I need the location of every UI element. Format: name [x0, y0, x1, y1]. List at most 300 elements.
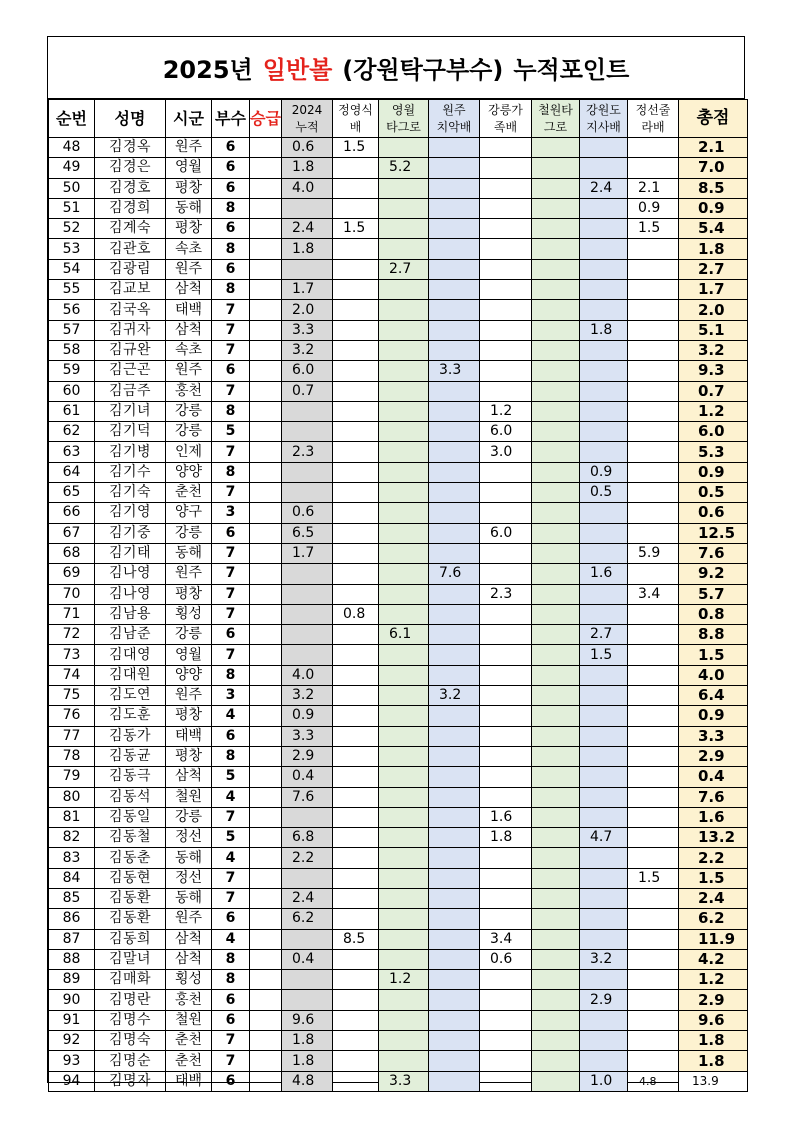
cell-name: 김명숙: [95, 1031, 166, 1051]
cell-cw: [532, 1010, 580, 1030]
cell-cw: [532, 746, 580, 766]
cell-promo: [250, 909, 282, 929]
cell-yw: [379, 929, 429, 949]
cell-js: [628, 340, 679, 360]
cell-total: 4.0: [679, 665, 748, 685]
cell-city: 양양: [166, 665, 212, 685]
cell-gn: 0.6: [480, 949, 532, 969]
cell-div: 6: [212, 158, 250, 178]
cell-cw: [532, 990, 580, 1010]
cell-wj: [429, 828, 480, 848]
cell-promo: [250, 543, 282, 563]
cell-js: [628, 848, 679, 868]
cell-js: [628, 422, 679, 442]
cell-city: 춘천: [166, 1051, 212, 1071]
cell-city: 삼척: [166, 320, 212, 340]
cell-num: 86: [49, 909, 95, 929]
cell-gn: [480, 726, 532, 746]
table-row: [49, 300, 748, 320]
table-row: [49, 746, 748, 766]
cell-jy: [333, 868, 379, 888]
cell-yw: [379, 990, 429, 1010]
cell-js: [628, 483, 679, 503]
cell-wj: [429, 584, 480, 604]
cell-name: 김말녀: [95, 949, 166, 969]
cell-promo: [250, 949, 282, 969]
cell-name: 김경은: [95, 158, 166, 178]
cell-gd: [580, 280, 628, 300]
cell-gd: [580, 726, 628, 746]
cell-wj: [429, 422, 480, 442]
cell-city: 정선: [166, 868, 212, 888]
table-row: [49, 442, 748, 462]
header-total: 총점: [679, 100, 748, 138]
cell-num: 83: [49, 848, 95, 868]
cell-name: 김매화: [95, 970, 166, 990]
cell-jy: [333, 280, 379, 300]
table-row: [49, 523, 748, 543]
cell-wj: [429, 767, 480, 787]
cell-div: 7: [212, 1051, 250, 1071]
table-row: [49, 970, 748, 990]
cell-jy: [333, 807, 379, 827]
cell-gd: [580, 138, 628, 158]
cell-yw: [379, 442, 429, 462]
cell-yw: [379, 422, 429, 442]
cell-c2024: [282, 198, 333, 218]
cell-yw: [379, 320, 429, 340]
cell-gd: 1.0: [580, 1071, 628, 1091]
cell-yw: [379, 523, 429, 543]
cell-gd: [580, 706, 628, 726]
cell-name: 김동환: [95, 888, 166, 908]
cell-yw: 1.2: [379, 970, 429, 990]
cell-total: 0.9: [679, 462, 748, 482]
cell-yw: [379, 198, 429, 218]
cell-js: [628, 280, 679, 300]
cell-gn: [480, 158, 532, 178]
cell-cw: [532, 280, 580, 300]
cell-jy: [333, 320, 379, 340]
cell-promo: [250, 219, 282, 239]
cell-gd: [580, 239, 628, 259]
cell-js: 5.9: [628, 543, 679, 563]
cell-num: 48: [49, 138, 95, 158]
cell-wj: [429, 645, 480, 665]
cell-total: 0.4: [679, 767, 748, 787]
cell-div: 8: [212, 239, 250, 259]
cell-city: 동해: [166, 543, 212, 563]
cell-gd: [580, 848, 628, 868]
cell-num: 69: [49, 564, 95, 584]
table-row: [49, 503, 748, 523]
cell-gn: [480, 1051, 532, 1071]
cell-promo: [250, 422, 282, 442]
cell-cw: [532, 625, 580, 645]
cell-gn: [480, 239, 532, 259]
cell-gd: [580, 543, 628, 563]
cell-div: 6: [212, 178, 250, 198]
cell-wj: [429, 198, 480, 218]
cell-gd: [580, 219, 628, 239]
cell-name: 김교보: [95, 280, 166, 300]
cell-yw: [379, 645, 429, 665]
cell-c2024: [282, 483, 333, 503]
cell-js: [628, 665, 679, 685]
cell-num: 80: [49, 787, 95, 807]
header-jy-cup: [333, 100, 379, 138]
cell-c2024: 0.7: [282, 381, 333, 401]
cell-gn: [480, 462, 532, 482]
cell-jy: [333, 1010, 379, 1030]
cell-jy: [333, 787, 379, 807]
cell-num: 58: [49, 340, 95, 360]
header-2024-l1: 2024: [291, 102, 323, 117]
cell-name: 김기중: [95, 523, 166, 543]
cell-promo: [250, 401, 282, 421]
cell-promo: [250, 320, 282, 340]
cell-city: 강릉: [166, 422, 212, 442]
cell-num: 81: [49, 807, 95, 827]
cell-jy: [333, 767, 379, 787]
cell-num: 57: [49, 320, 95, 340]
cell-cw: [532, 361, 580, 381]
cell-city: 횡성: [166, 604, 212, 624]
table-row: [49, 706, 748, 726]
cell-name: 김남준: [95, 625, 166, 645]
cell-city: 홍천: [166, 990, 212, 1010]
cell-promo: [250, 604, 282, 624]
cell-gn: [480, 138, 532, 158]
cell-yw: [379, 584, 429, 604]
header-cw-l1: 철원타: [538, 102, 573, 117]
cell-c2024: 1.8: [282, 239, 333, 259]
cell-gd: 0.5: [580, 483, 628, 503]
cell-cw: [532, 909, 580, 929]
cell-js: [628, 990, 679, 1010]
cell-c2024: [282, 625, 333, 645]
cell-gn: [480, 381, 532, 401]
cell-cw: [532, 949, 580, 969]
cell-total: 5.4: [679, 219, 748, 239]
cell-c2024: 1.8: [282, 1031, 333, 1051]
cell-c2024: 2.9: [282, 746, 333, 766]
cell-gn: [480, 645, 532, 665]
cell-gd: [580, 888, 628, 908]
cell-yw: [379, 787, 429, 807]
cell-gd: [580, 970, 628, 990]
cell-promo: [250, 462, 282, 482]
cell-num: 50: [49, 178, 95, 198]
cell-js: [628, 746, 679, 766]
cell-total: 1.7: [679, 280, 748, 300]
cell-jy: [333, 198, 379, 218]
cell-js: [628, 1010, 679, 1030]
cell-js: [628, 604, 679, 624]
cell-promo: [250, 340, 282, 360]
cell-city: 평창: [166, 706, 212, 726]
cell-wj: [429, 280, 480, 300]
cell-div: 6: [212, 361, 250, 381]
cell-jy: [333, 726, 379, 746]
table-row: [49, 929, 748, 949]
cell-div: 8: [212, 746, 250, 766]
cell-gn: [480, 320, 532, 340]
table-row: [49, 422, 748, 442]
cell-wj: [429, 929, 480, 949]
cell-gd: 4.7: [580, 828, 628, 848]
cell-promo: [250, 361, 282, 381]
cell-city: 속초: [166, 239, 212, 259]
cell-cw: [532, 686, 580, 706]
cell-total: 9.2: [679, 564, 748, 584]
cell-total: 9.3: [679, 361, 748, 381]
header-yw-cup: [379, 100, 429, 138]
cell-num: 76: [49, 706, 95, 726]
cell-cw: [532, 381, 580, 401]
cell-js: [628, 949, 679, 969]
cell-js: [628, 361, 679, 381]
cell-num: 70: [49, 584, 95, 604]
table-row: [49, 462, 748, 482]
cell-total: 0.7: [679, 381, 748, 401]
cell-div: 6: [212, 219, 250, 239]
cell-wj: [429, 888, 480, 908]
cell-c2024: 9.6: [282, 1010, 333, 1030]
cell-yw: [379, 1010, 429, 1030]
cell-yw: 5.2: [379, 158, 429, 178]
cell-c2024: [282, 868, 333, 888]
cell-promo: [250, 787, 282, 807]
cell-num: 75: [49, 686, 95, 706]
cell-city: 원주: [166, 564, 212, 584]
cell-gn: [480, 990, 532, 1010]
cell-gn: [480, 503, 532, 523]
cell-total: 13.9: [679, 1071, 748, 1091]
cell-jy: [333, 625, 379, 645]
table-row: [49, 625, 748, 645]
cell-div: 8: [212, 280, 250, 300]
cell-promo: [250, 990, 282, 1010]
cell-c2024: 2.0: [282, 300, 333, 320]
cell-yw: 3.3: [379, 1071, 429, 1091]
cell-city: 태백: [166, 300, 212, 320]
cell-city: 양구: [166, 503, 212, 523]
cell-js: [628, 158, 679, 178]
cell-yw: [379, 767, 429, 787]
cell-cw: [532, 320, 580, 340]
cell-c2024: [282, 645, 333, 665]
table-row: [49, 401, 748, 421]
cell-yw: [379, 219, 429, 239]
cell-wj: [429, 158, 480, 178]
cell-div: 7: [212, 604, 250, 624]
cell-total: 5.3: [679, 442, 748, 462]
cell-city: 평창: [166, 746, 212, 766]
cell-gd: 0.9: [580, 462, 628, 482]
cell-city: 강릉: [166, 807, 212, 827]
cell-cw: [532, 1071, 580, 1091]
cell-city: 춘천: [166, 483, 212, 503]
cell-gd: [580, 868, 628, 888]
cell-cw: [532, 888, 580, 908]
cell-jy: [333, 746, 379, 766]
cell-total: 2.4: [679, 888, 748, 908]
header-js-cup: [628, 100, 679, 138]
cell-gd: 1.5: [580, 645, 628, 665]
header-cw-cup: [532, 100, 580, 138]
cell-js: 1.5: [628, 868, 679, 888]
table-row: [49, 158, 748, 178]
cell-num: 90: [49, 990, 95, 1010]
cell-c2024: 6.5: [282, 523, 333, 543]
cell-total: 2.9: [679, 746, 748, 766]
cell-js: [628, 462, 679, 482]
cell-jy: [333, 1071, 379, 1091]
header-gd-l1: 강원도: [586, 102, 621, 117]
cell-div: 4: [212, 787, 250, 807]
table-row: [49, 726, 748, 746]
cell-cw: [532, 198, 580, 218]
cell-gn: [480, 767, 532, 787]
cell-name: 김계숙: [95, 219, 166, 239]
cell-js: [628, 828, 679, 848]
cell-wj: [429, 543, 480, 563]
cell-wj: [429, 1031, 480, 1051]
cell-yw: [379, 361, 429, 381]
cell-wj: [429, 401, 480, 421]
cell-cw: [532, 868, 580, 888]
cell-num: 49: [49, 158, 95, 178]
cell-num: 89: [49, 970, 95, 990]
cell-div: 7: [212, 868, 250, 888]
cell-name: 김대원: [95, 665, 166, 685]
cell-jy: [333, 888, 379, 908]
cell-num: 78: [49, 746, 95, 766]
cell-promo: [250, 706, 282, 726]
cell-yw: 2.7: [379, 259, 429, 279]
cell-c2024: 4.0: [282, 178, 333, 198]
cell-div: 4: [212, 929, 250, 949]
cell-name: 김대영: [95, 645, 166, 665]
cell-num: 74: [49, 665, 95, 685]
cell-promo: [250, 239, 282, 259]
cell-c2024: [282, 604, 333, 624]
table-row: [49, 828, 748, 848]
cell-js: [628, 970, 679, 990]
cell-num: 72: [49, 625, 95, 645]
points-sheet: [47, 36, 745, 1089]
table-row: [49, 543, 748, 563]
cell-wj: [429, 949, 480, 969]
cell-city: 횡성: [166, 970, 212, 990]
cell-cw: [532, 422, 580, 442]
cell-c2024: 0.4: [282, 767, 333, 787]
cell-yw: [379, 665, 429, 685]
cell-cw: [532, 462, 580, 482]
cell-cw: [532, 1031, 580, 1051]
cell-name: 김남용: [95, 604, 166, 624]
cell-jy: [333, 401, 379, 421]
table-row: [49, 1071, 748, 1091]
cell-div: 7: [212, 340, 250, 360]
cell-wj: [429, 178, 480, 198]
cell-yw: [379, 686, 429, 706]
cell-div: 5: [212, 422, 250, 442]
cell-js: [628, 706, 679, 726]
cell-name: 김기덕: [95, 422, 166, 442]
cell-promo: [250, 686, 282, 706]
cell-total: 2.2: [679, 848, 748, 868]
cell-gd: 2.4: [580, 178, 628, 198]
cell-gd: [580, 381, 628, 401]
cell-yw: [379, 888, 429, 908]
cell-name: 김기숙: [95, 483, 166, 503]
cell-div: 6: [212, 138, 250, 158]
cell-jy: [333, 300, 379, 320]
cell-yw: [379, 1031, 429, 1051]
cell-c2024: 3.2: [282, 686, 333, 706]
cell-c2024: [282, 807, 333, 827]
table-row: [49, 888, 748, 908]
cell-num: 88: [49, 949, 95, 969]
cell-promo: [250, 929, 282, 949]
cell-c2024: [282, 990, 333, 1010]
cell-wj: [429, 523, 480, 543]
cell-num: 56: [49, 300, 95, 320]
cell-wj: 3.2: [429, 686, 480, 706]
cell-gd: 2.7: [580, 625, 628, 645]
cell-gn: [480, 746, 532, 766]
cell-gn: 3.0: [480, 442, 532, 462]
cell-name: 김동극: [95, 767, 166, 787]
cell-jy: 0.8: [333, 604, 379, 624]
cell-num: 62: [49, 422, 95, 442]
cell-cw: [532, 807, 580, 827]
cell-jy: [333, 422, 379, 442]
cell-wj: [429, 483, 480, 503]
cell-wj: [429, 665, 480, 685]
cell-city: 강릉: [166, 523, 212, 543]
header-2024-cumulative: [282, 100, 333, 138]
cell-total: 0.6: [679, 503, 748, 523]
cell-gn: 6.0: [480, 422, 532, 442]
cell-cw: [532, 340, 580, 360]
cell-gn: [480, 665, 532, 685]
cell-num: 54: [49, 259, 95, 279]
cell-city: 철원: [166, 787, 212, 807]
cell-num: 71: [49, 604, 95, 624]
cell-js: [628, 523, 679, 543]
cell-gd: [580, 1051, 628, 1071]
cell-yw: [379, 239, 429, 259]
cell-yw: [379, 381, 429, 401]
cell-wj: [429, 1071, 480, 1091]
cell-yw: [379, 726, 429, 746]
cell-div: 3: [212, 686, 250, 706]
cell-cw: [532, 442, 580, 462]
cell-total: 3.3: [679, 726, 748, 746]
cell-yw: [379, 848, 429, 868]
cell-total: 6.4: [679, 686, 748, 706]
table-row: [49, 483, 748, 503]
table-row: [49, 604, 748, 624]
cell-promo: [250, 523, 282, 543]
cell-wj: [429, 604, 480, 624]
cell-city: 인제: [166, 442, 212, 462]
cell-c2024: 2.3: [282, 442, 333, 462]
cell-num: 77: [49, 726, 95, 746]
